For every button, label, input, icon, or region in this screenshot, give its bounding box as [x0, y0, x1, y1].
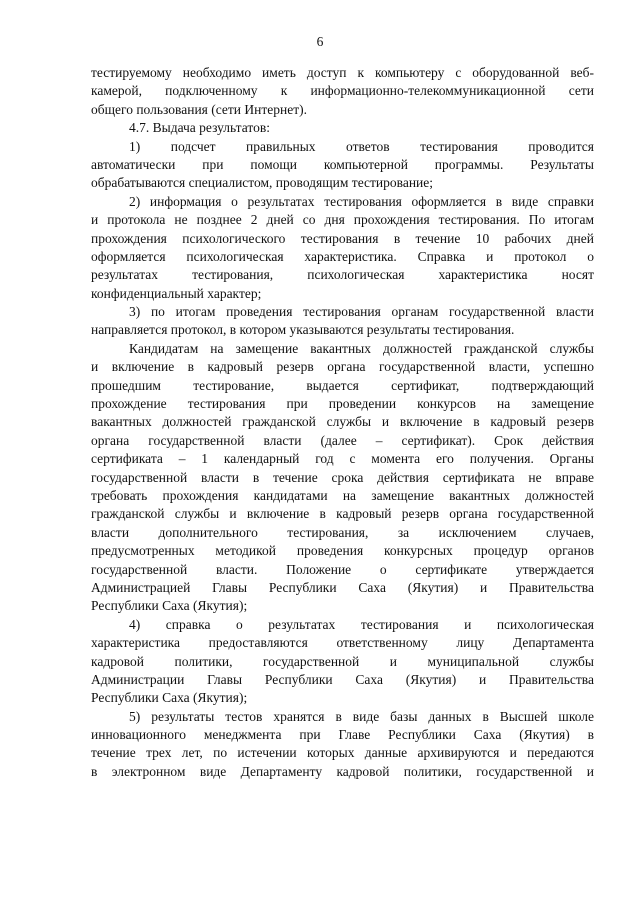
- text-line: требовать прохождения кандидатами на замещение вакантных должностей: [91, 487, 594, 503]
- text-line: 3) по итогам проведения тестирования органам государственной власти: [129, 304, 594, 320]
- text-line: предусмотренных методикой проведения конкурсных процедур органов: [91, 543, 594, 559]
- text-line: направляется протокол, в котором указываются результаты тестирования.: [91, 322, 515, 338]
- text-line: результатах тестирования, психологическая характеристика носят: [91, 267, 594, 283]
- text-line: 2) информация о результатах тестирования оформляется в виде справки: [129, 193, 594, 209]
- text-line: Республики Саха (Якутия);: [91, 598, 248, 614]
- text-line: Кандидатам на замещение вакантных должностей гражданской службы: [129, 340, 594, 356]
- text-line: характеристика предоставляются ответственному лицу Департамента: [91, 635, 594, 651]
- text-line: обрабатываются специалистом, проводящим тестирование;: [91, 175, 434, 191]
- text-line: общего пользования (сети Интернет).: [91, 101, 307, 117]
- text-line: 5) результаты тестов хранятся в виде базы данных в Высшей школе: [129, 708, 594, 724]
- text-line: прошедшим тестирование, выдается сертификат, подтверждающий: [91, 377, 594, 393]
- text-line: 1) подсчет правильных ответов тестирования проводится: [129, 138, 594, 154]
- text-line: конфиденциальный характер;: [91, 285, 262, 301]
- text-line: и включение в кадровый резерв органа государственной власти, успешно: [91, 359, 594, 375]
- text-line: Администрацией Главы Республики Саха (Якутия) и Правительства: [91, 579, 594, 595]
- text-line: оформляется психологическая характеристика. Справка и протокол о: [91, 248, 594, 264]
- text-line: сертификата – 1 календарный год с момента его получения. Органы: [91, 451, 594, 467]
- text-line: 4.7. Выдача результатов:: [129, 120, 270, 136]
- text-line: течение трех лет, по истечении которых данные архивируются и передаются: [91, 745, 594, 761]
- text-line: власти дополнительного тестирования, за исключением случаев,: [91, 524, 594, 540]
- text-line: инновационного менеджмента при Главе Республики Саха (Якутия) в: [91, 727, 594, 743]
- text-line: автоматически при помощи компьютерной программы. Результаты: [91, 156, 594, 172]
- text-line: 4) справка о результатах тестирования и психологическая: [129, 616, 594, 632]
- text-line: тестируемому необходимо иметь доступ к компьютеру с оборудованной веб-: [91, 65, 594, 80]
- text-line: Республики Саха (Якутия);: [91, 690, 248, 706]
- text-line: прохождение тестирования при проведении конкурсов на замещение: [91, 396, 594, 412]
- text-line: и протокола не позднее 2 дней со дня прохождения тестирования. По итогам: [91, 212, 594, 228]
- text-line: Администрации Главы Республики Саха (Якутия) и Правительства: [91, 671, 594, 687]
- text-line: государственной власти в течение срока действия сертификата не вправе: [91, 469, 594, 485]
- text-line: вакантных должностей гражданской службы и включение в кадровый резерв: [91, 414, 594, 430]
- text-line: органа государственной власти (далее – сертификат). Срок действия: [91, 432, 594, 448]
- text-line: в электронном виде Департаменту кадровой политики, государственной и: [91, 763, 594, 779]
- document-body: [91, 64, 594, 781]
- page-number: 6: [316, 34, 324, 49]
- text-line: гражданской службы и включение в кадровый резерв органа государственной: [91, 506, 594, 522]
- text-line: кадровой политики, государственной и муниципальной службы: [91, 653, 594, 669]
- text-line: камерой, подключенному к информационно-телекоммуникационной сети: [91, 83, 594, 99]
- text-line: государственной власти. Положение о сертификате утверждается: [91, 561, 594, 577]
- text-line: прохождения психологического тестирования в течение 10 рабочих дней: [91, 230, 594, 246]
